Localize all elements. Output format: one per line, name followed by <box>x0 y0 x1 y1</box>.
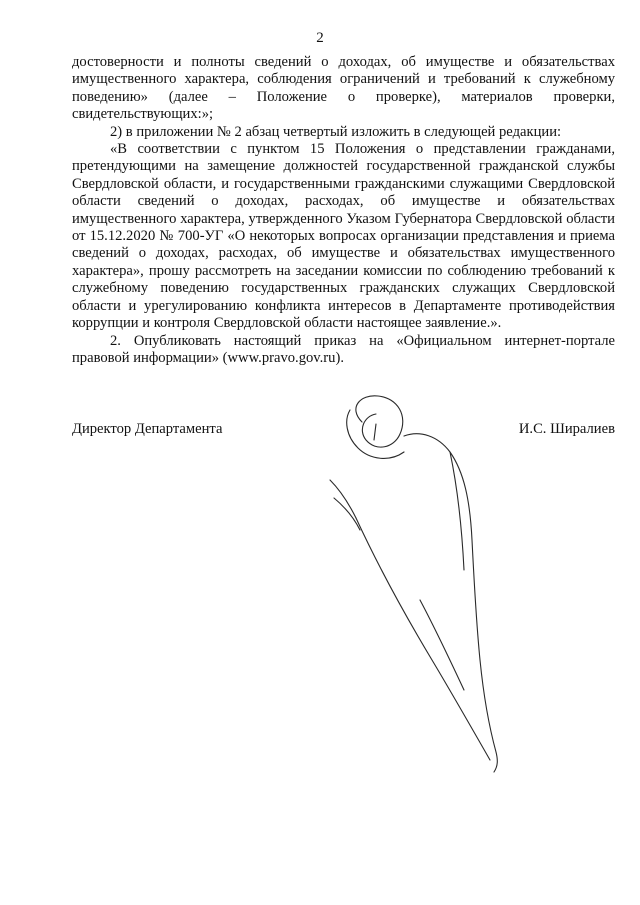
paragraph-item-2: 2) в приложении № 2 абзац четвертый изложить в следующей редакции: <box>110 123 562 140</box>
document-body <box>72 54 615 367</box>
paragraph-continuation: достоверности и полноты сведений о доходах, об имуществе и обязательствах имущественного характера, соблюдения ограничений и требований к служебному поведению» (далее – Положение о проверке), материалов проверки, свидетельствующих:»; <box>72 54 615 123</box>
page-number: 2 <box>316 30 324 46</box>
paragraph-quoted-text: «В соответствии с пунктом 15 Положения о представлении гражданами, претендующими на замещение должностей государственной гражданской службы Свердловской области, и государственными гражданскими служащими Свердловской области сведений о доходах, расходах, об имуществе и обязательствах имущественного характера, утвержденного Указом Губернатора Свердловской области от 15.12.2020 № 700-УГ «О некоторых вопросах организации представления и приема сведений о доходах, расходах, об имуществе и обязательствах имущественного характера», прошу рассмотреть на заседании комиссии по соблюдению требований к служебному поведению государственных гражданских служащих Свердловской области и урегулированию конфликта интересов в Департаменте противодействия коррупции и контроля Свердловской области настоящее заявление.». <box>72 141 615 332</box>
handwritten-signature-icon <box>300 380 520 780</box>
signer-title: Директор Департамента <box>72 421 223 437</box>
paragraph-publish: 2. Опубликовать настоящий приказ на «Официальном интернет-портале правовой информации» (www.pravo.gov.ru). <box>72 332 615 366</box>
signer-name: И.С. Ширалиев <box>518 421 615 437</box>
